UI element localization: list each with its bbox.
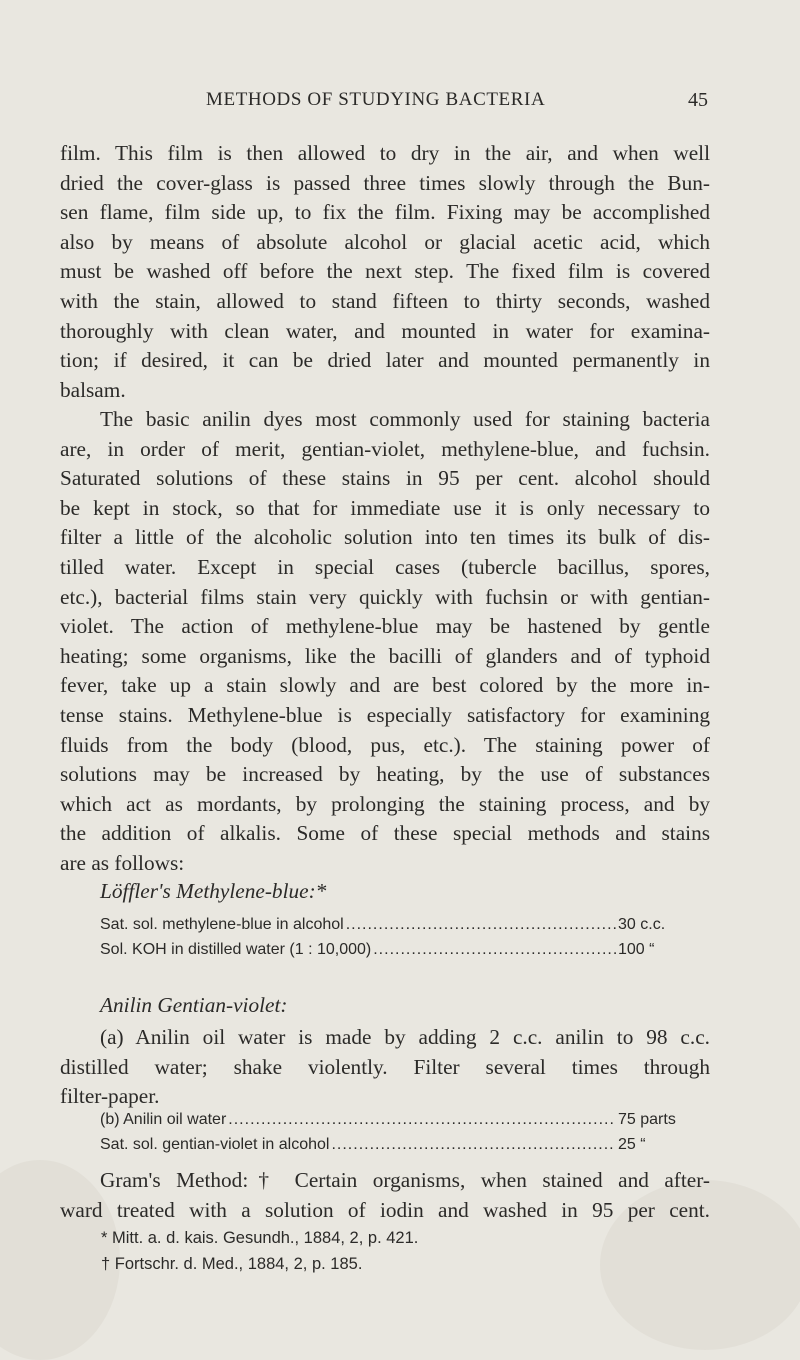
text-line: filter a little of the alcoholic solution into ten times its bulk of dis- bbox=[60, 525, 710, 550]
text-line: heating; some organisms, like the bacilli of glanders and of typhoid bbox=[60, 643, 710, 668]
page-number: 45 bbox=[688, 89, 708, 111]
text-line: ward treated with a solution of iodin and washed in 95 per cent. bbox=[60, 1197, 710, 1222]
text-line: dried the cover-glass is passed three times slowly through the Bun- bbox=[60, 170, 710, 195]
text-line: are, in order of merit, gentian-violet, methylene-blue, and fuchsin. bbox=[60, 436, 710, 461]
text-line: balsam. bbox=[60, 377, 126, 402]
text-line: the addition of alkalis. Some of these special methods and stains bbox=[60, 821, 710, 846]
recipe-row bbox=[100, 941, 690, 966]
text-line: violet. The action of methylene-blue may be hastened by gentle bbox=[60, 614, 710, 639]
text-line: tense stains. Methylene-blue is especially satisfactory for examining bbox=[60, 702, 710, 727]
text-line: be kept in stock, so that for immediate use it is only necessary to bbox=[60, 495, 710, 520]
text-line: (a) Anilin oil water is made by adding 2 c.c. anilin to 98 c.c. bbox=[100, 1025, 710, 1049]
text-line: must be washed off before the next step. The fixed film is covered bbox=[60, 259, 710, 284]
text-line: Gram's Method:† Certain organisms, when stained and after- bbox=[100, 1168, 710, 1192]
running-head: METHODS OF STUDYING BACTERIA bbox=[206, 89, 546, 110]
ingredient-amount: 75 parts bbox=[618, 1111, 676, 1128]
gentian-title: Anilin Gentian-violet: bbox=[100, 993, 288, 1017]
text-line: which act as mordants, by prolonging the staining process, and by bbox=[60, 791, 710, 816]
recipe-row bbox=[100, 916, 690, 941]
text-line: with the stain, allowed to stand fifteen to thirty seconds, washed bbox=[60, 288, 710, 313]
text-line: film. This film is then allowed to dry in the air, and when well bbox=[60, 141, 710, 165]
gram-paragraph bbox=[60, 1166, 710, 1225]
text-line: also by means of absolute alcohol or glacial acetic acid, which bbox=[60, 229, 710, 254]
paragraph-2 bbox=[60, 405, 710, 879]
leader-dots bbox=[228, 1111, 616, 1129]
leader-dots bbox=[373, 941, 616, 959]
ingredient-label: (b) Anilin oil water bbox=[100, 1111, 227, 1128]
ingredient-label: Sat. sol. methylene-blue in alcohol bbox=[100, 916, 344, 933]
page-header bbox=[206, 89, 708, 117]
gentian-recipe bbox=[100, 1111, 690, 1161]
ingredient-amount: 25 “ bbox=[618, 1136, 646, 1153]
footnotes bbox=[101, 1225, 418, 1277]
ingredient-label: Sat. sol. gentian-violet in alcohol bbox=[100, 1136, 330, 1153]
text-line: filter-paper. bbox=[60, 1084, 160, 1109]
text-line: tion; if desired, it can be dried later and mounted permanently in bbox=[60, 348, 710, 373]
text-line: etc.), bacterial films stain very quickly with fuchsin or with gentian- bbox=[60, 584, 710, 609]
text-line: fever, take up a stain slowly and are best colored by the more in- bbox=[60, 673, 710, 698]
text-line: Saturated solutions of these stains in 95 per cent. alcohol should bbox=[60, 466, 710, 491]
text-line: distilled water; shake violently. Filter several times through bbox=[60, 1054, 710, 1079]
text-line: are as follows: bbox=[60, 850, 185, 875]
ingredient-label: Sol. KOH in distilled water (1 : 10,000) bbox=[100, 941, 372, 958]
text-line: thoroughly with clean water, and mounted in water for examina- bbox=[60, 318, 710, 343]
text-line: The basic anilin dyes most commonly used for staining bacteria bbox=[100, 407, 710, 431]
leader-dots bbox=[331, 1136, 616, 1154]
footnote: * Mitt. a. d. kais. Gesundh., 1884, 2, p. 421. bbox=[101, 1229, 419, 1247]
paragraph-1 bbox=[60, 139, 710, 405]
text-line: tilled water. Except in special cases (tubercle bacillus, spores, bbox=[60, 554, 710, 579]
text-line: fluids from the body (blood, pus, etc.). The staining power of bbox=[60, 732, 710, 757]
recipe-row bbox=[100, 1136, 690, 1161]
ingredient-amount: 30 c.c. bbox=[618, 916, 666, 933]
gentian-paragraph-a bbox=[60, 1023, 710, 1112]
loffler-recipe bbox=[100, 916, 690, 966]
recipe-row bbox=[100, 1111, 690, 1136]
leader-dots bbox=[346, 916, 616, 934]
text-line: solutions may be increased by heating, by the use of substances bbox=[60, 762, 710, 787]
loffler-title: Löffler's Methylene-blue:* bbox=[100, 879, 327, 903]
ingredient-amount: 100 “ bbox=[618, 941, 655, 958]
footnote: † Fortschr. d. Med., 1884, 2, p. 185. bbox=[101, 1255, 363, 1273]
text-line: sen flame, film side up, to fix the film. Fixing may be accomplished bbox=[60, 200, 710, 225]
